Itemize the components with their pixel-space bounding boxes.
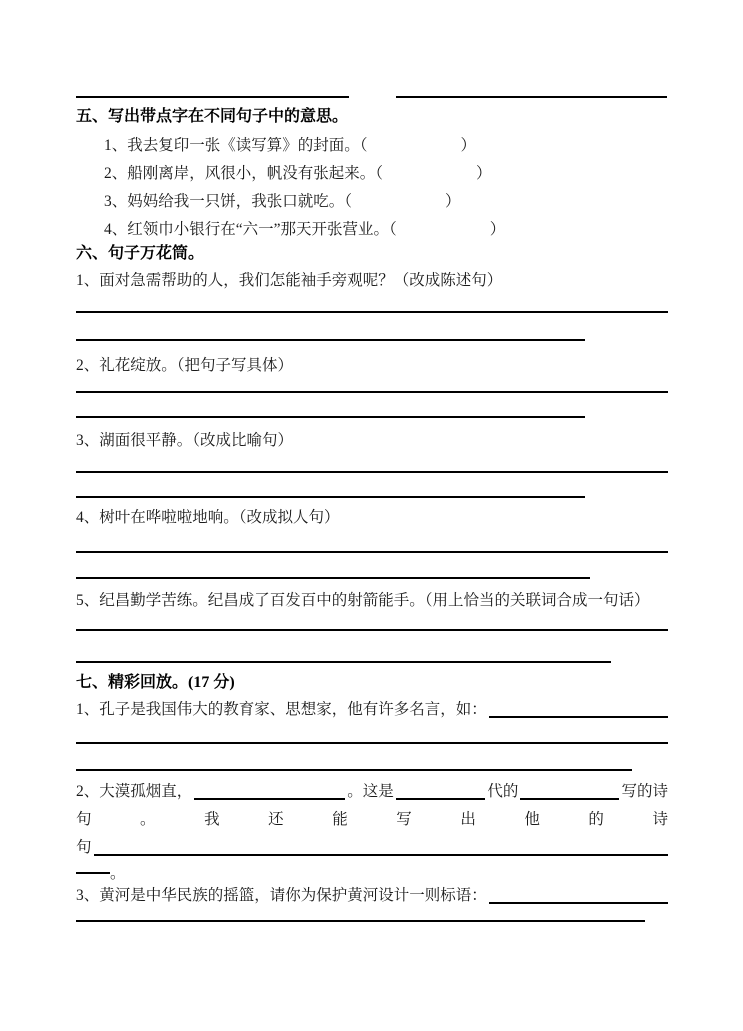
answer-line bbox=[76, 471, 668, 473]
section-five-title: 五、写出带点字在不同句子中的意思。 bbox=[76, 108, 349, 125]
answer-line bbox=[76, 742, 668, 744]
item-3-text: 3、黄河是中华民族的摇篮，请你为保护黄河设计一则标语： bbox=[76, 887, 487, 904]
answer-line-partial-right bbox=[396, 96, 667, 98]
answer-line bbox=[76, 496, 585, 498]
section-six-title: 六、句子万花筒。 bbox=[76, 245, 205, 262]
answer-line bbox=[76, 629, 668, 631]
section-six-item-5: 5、纪昌勤学苦练。纪昌成了百发百中的射箭能手。（用上恰当的关联词合成一句话） bbox=[76, 592, 650, 609]
inline-answer-blank bbox=[94, 854, 668, 856]
item-2-segment-3: 代的 bbox=[487, 783, 519, 800]
inline-answer-blank bbox=[489, 716, 668, 718]
answer-line bbox=[76, 769, 632, 771]
section-six-item-1: 1、面对急需帮助的人，我们怎能袖手旁观呢？（改成陈述句） bbox=[76, 272, 503, 289]
section-five-item-3: 3、妈妈给我一只饼，我张口就吃。（ ） bbox=[104, 193, 461, 210]
section-seven-item-2-line-2: 句 。 我 还 能 写 出 他 的 诗 bbox=[76, 811, 668, 828]
inline-answer-blank bbox=[520, 798, 619, 800]
section-six-item-4: 4、树叶在哗啦啦地响。（改成拟人句） bbox=[76, 509, 340, 526]
item-1-text: 1、孔子是我国伟大的教育家、思想家，他有许多名言，如： bbox=[76, 701, 487, 718]
item-2-segment-4: 写的诗 bbox=[621, 783, 668, 800]
section-seven-item-1 bbox=[76, 698, 668, 722]
section-seven-item-2-line-4 bbox=[76, 862, 668, 886]
item-2-segment-2: 。这是 bbox=[347, 783, 394, 800]
inline-answer-blank bbox=[396, 798, 486, 800]
answer-line bbox=[76, 416, 585, 418]
answer-line bbox=[76, 311, 668, 313]
inline-answer-blank bbox=[194, 798, 345, 800]
section-seven-item-2-line-1 bbox=[76, 780, 668, 804]
item-2-segment-1: 2、大漠孤烟直， bbox=[76, 783, 193, 800]
inline-answer-blank bbox=[76, 872, 110, 874]
section-seven-item-2-line-3 bbox=[76, 836, 668, 860]
answer-line bbox=[76, 577, 590, 579]
section-six-item-3: 3、湖面很平静。（改成比喻句） bbox=[76, 432, 294, 449]
answer-line bbox=[76, 339, 585, 341]
item-2-line-3-prefix: 句 bbox=[76, 839, 92, 856]
item-2-line-4-period: 。 bbox=[110, 865, 126, 882]
section-six-item-2: 2、礼花绽放。（把句子写具体） bbox=[76, 357, 294, 374]
inline-answer-blank bbox=[489, 902, 668, 904]
section-seven-item-3 bbox=[76, 884, 668, 908]
section-five-item-1: 1、我去复印一张《读写算》的封面。（ ） bbox=[104, 137, 477, 154]
answer-line bbox=[76, 551, 668, 553]
section-five-item-2: 2、船刚离岸，风很小，帆没有张起来。（ ） bbox=[104, 165, 492, 182]
answer-line bbox=[76, 661, 611, 663]
answer-line bbox=[76, 391, 668, 393]
section-seven-title: 七、精彩回放。(17 分) bbox=[76, 674, 235, 691]
answer-line bbox=[76, 920, 645, 922]
section-five-item-4: 4、红领巾小银行在“六一”那天开张营业。（ ） bbox=[104, 221, 506, 238]
answer-line-partial-left bbox=[76, 96, 349, 98]
